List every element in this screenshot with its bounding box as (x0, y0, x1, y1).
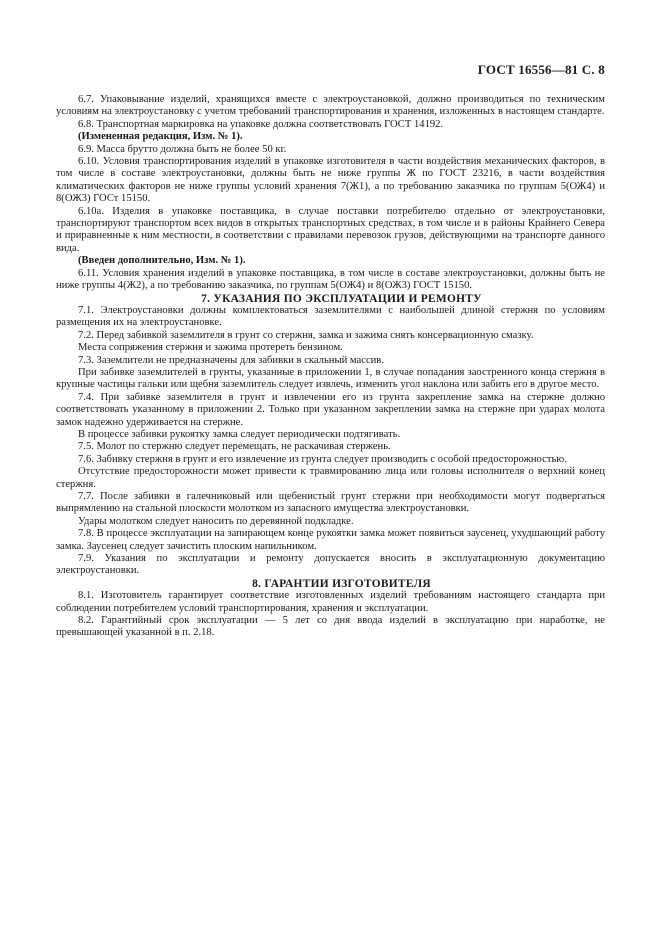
paragraph: 6.7. Упаковывание изделий, хранящихся вместе с электроустановкой, должно производиться по техническим условиям на электроустановку с учетом требований транспортирования и хранения, изложенных в настоящем стандарте. (56, 94, 605, 118)
paragraph: В процессе забивки рукоятку замка следует периодически подтягивать. (78, 428, 401, 440)
paragraph: Удары молотком следует наносить по деревянной подкладке. (78, 515, 354, 527)
paragraph: 6.10а. Изделия в упаковке поставщика, в случае поставки потребителю отдельно от электроустановки, транспортируют транспортом всех видов в открытых транспортных средствах, в том числе и в районы Крайнего Севера и приравненные к ним местности, в соответствии с правилами перевозок грузов, действующими на транспорте данного вида. (56, 205, 605, 254)
document-body (56, 94, 605, 640)
paragraph: 6.11. Условия хранения изделий в упаковке поставщика, в том числе в составе электроустановки, должны быть не ниже группы 4(Ж2), а по требованию заказчика, по группам 5(ОЖ4) и 8(ОЖ3) ГОСТ 15150. (56, 267, 605, 292)
paragraph: 7.8. В процессе эксплуатации на запирающем конце рукоятки замка может появиться заусенец, ухудшающий работу замка. Заусенец следует зачистить плоским напильником. (56, 528, 605, 552)
paragraph: 7.9. Указания по эксплуатации и ремонту допускается вносить в эксплуатационную документацию электроустановки. (56, 553, 605, 577)
page-header: ГОСТ 16556—81 С. 8 (477, 62, 605, 77)
section-7-paragraphs (56, 305, 605, 578)
paragraph: 7.5. Молот по стержню следует перемещать, не раскачивая стержень. (78, 441, 391, 453)
paragraph: При забивке заземлителей в грунты, указанные в приложении 1, в случае попадания заостренного конца стержня в крупные частицы гальки или щебня заземлитель следует извлечь, изменить угол наклона или забить его в другое место. (56, 366, 605, 391)
paragraph: 7.7. После забивки в галечниковый или щебенистый грунт стержни при необходимости могут подвергаться выпрямлению на стальной плоскости молотком из запасного имущества электроустановки. (56, 491, 605, 515)
paragraph: 7.3. Заземлители не предназначены для забивки в скальный массив. (78, 354, 384, 366)
paragraph: 7.6. Забивку стержня в грунт и его извлечение из грунта следует производить с особой предосторожностью. (78, 453, 567, 465)
paragraph: Отсутствие предосторожности может привести к травмированию лица или головы исполнителя о верхний конец стержня. (56, 466, 605, 490)
paragraph: 7.4. При забивке заземлителя в грунт и извлечении его из грунта закрепление замка на стержне должно соответствовать указанному в приложении 2. Только при указанном закреплении замка на стержне при ударах молота замок надежно удерживается на стержне. (56, 391, 605, 428)
section-8-title: 8. ГАРАНТИИ ИЗГОТОВИТЕЛЯ (252, 577, 431, 590)
section-6-paragraphs (56, 94, 605, 293)
section-8-paragraphs (56, 590, 605, 640)
amendment-note: (Введен дополнительно, Изм. № 1). (78, 255, 246, 267)
paragraph: Места сопряжения стержня и зажима протереть бензином. (78, 342, 343, 354)
paragraph: 7.1. Электроустановки должны комплектоваться заземлителями с наибольшей длиной стержня по условиям размещения их на электроустановке. (56, 304, 605, 329)
paragraph: 8.2. Гарантийный срок эксплуатации — 5 лет со дня ввода изделий в эксплуатацию при наработке, не превышающей указанной в п. 2.18. (56, 615, 605, 639)
paragraph: 7.2. Перед забивкой заземлителя в грунт со стержня, замка и зажима снять консервационную смазку. (78, 329, 534, 341)
paragraph: 6.9. Масса брутто должна быть не более 50 кг. (78, 143, 287, 155)
paragraph: 6.10. Условия транспортирования изделий в упаковке изготовителя в части воздействия механических факторов, в том числе в составе электроустановки, должны быть не ниже группы Ж по ГОСТ 23216, в части воздействия климатических факторов не ниже группы условий хранения 7(Ж1), а по требованию заказчика по группам 5(ОЖ4) и 8(ОЖ3) ГОСт 15150. (56, 156, 605, 205)
amendment-note: (Измененная редакция, Изм. № 1). (78, 131, 243, 143)
section-7-title: 7. УКАЗАНИЯ ПО ЭКСПЛУАТАЦИИ И РЕМОНТУ (201, 292, 482, 305)
paragraph: 6.8. Транспортная маркировка на упаковке должна соответствовать ГОСТ 14192. (78, 118, 444, 130)
paragraph: 8.1. Изготовитель гарантирует соответствие изготовленных изделий требованиям настоящего стандарта при соблюдении потребителем условий транспортирования, хранения и эксплуатации. (56, 590, 605, 614)
